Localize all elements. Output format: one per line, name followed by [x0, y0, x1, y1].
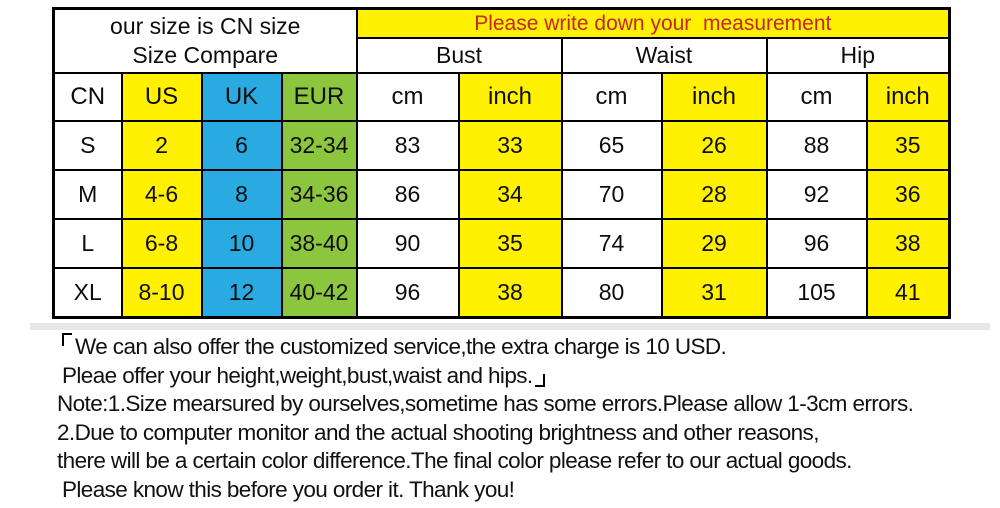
cell-us: 6-8: [122, 219, 202, 268]
cell-bust-inch: 34: [459, 170, 562, 219]
cell-eur: 38-40: [282, 219, 357, 268]
unit-header-waist-cm: cm: [562, 73, 662, 121]
column-header-uk: UK: [202, 73, 282, 121]
cell-waist-inch: 28: [662, 170, 767, 219]
cell-eur: 34-36: [282, 170, 357, 219]
note-text: Pleae offer your height,weight,bust,waist and hips.: [62, 362, 533, 388]
column-header-us: US: [122, 73, 202, 121]
size-label: L: [54, 219, 122, 268]
cell-waist-inch: 26: [662, 121, 767, 170]
corner-title-line2: Size Compare: [132, 42, 279, 68]
cell-waist-cm: 70: [562, 170, 662, 219]
size-label: XL: [54, 268, 122, 318]
cell-eur: 32-34: [282, 121, 357, 170]
note-text: Please know this before you order it. Thank you!: [62, 476, 515, 502]
corner-bracket-close-icon: [535, 374, 545, 387]
cell-us: 8-10: [122, 268, 202, 318]
note-text: 2.Due to computer monitor and the actual shooting brightness and other reasons,: [57, 419, 819, 445]
cell-us: 2: [122, 121, 202, 170]
divider: [30, 323, 990, 330]
size-table-container: [52, 7, 951, 319]
group-header-hip: Hip: [767, 38, 950, 73]
cell-hip-cm: 92: [767, 170, 867, 219]
cell-waist-cm: 65: [562, 121, 662, 170]
cell-uk: 8: [202, 170, 282, 219]
note-line-2: [57, 362, 913, 391]
unit-header-hip-cm: cm: [767, 73, 867, 121]
cell-hip-inch: 41: [867, 268, 950, 318]
note-text: there will be a certain color difference.The final color please refer to our actual goods.: [57, 448, 852, 474]
cell-bust-cm: 96: [357, 268, 459, 318]
note-line-3: [57, 390, 913, 419]
cell-us: 4-6: [122, 170, 202, 219]
cell-hip-inch: 36: [867, 170, 950, 219]
note-line-1: [57, 333, 913, 362]
unit-header-bust-inch: inch: [459, 73, 562, 121]
cell-uk: 10: [202, 219, 282, 268]
cell-waist-cm: 74: [562, 219, 662, 268]
cell-hip-cm: 96: [767, 219, 867, 268]
note-text: We can also offer the customized service,the extra charge is 10 USD.: [75, 334, 727, 359]
table-row-s: [54, 121, 950, 170]
column-header-cn: CN: [54, 73, 122, 121]
corner-title-line1: our size is CN size: [110, 13, 301, 39]
size-label: M: [54, 170, 122, 219]
cell-hip-inch: 35: [867, 121, 950, 170]
note-line-5: [57, 447, 913, 476]
cell-eur: 40-42: [282, 268, 357, 318]
cell-waist-cm: 80: [562, 268, 662, 318]
note-text: Note:1.Size mearsured by ourselves,sometime has some errors.Please allow 1-3cm errors.: [57, 391, 914, 417]
cell-bust-inch: 38: [459, 268, 562, 318]
size-label: S: [54, 121, 122, 170]
group-header-waist: Waist: [562, 38, 767, 73]
corner-title-cell: [54, 9, 357, 74]
unit-header-bust-cm: cm: [357, 73, 459, 121]
note-line-4: [57, 419, 913, 448]
table-row-l: [54, 219, 950, 268]
table-row-xl: [54, 268, 950, 318]
cell-bust-cm: 90: [357, 219, 459, 268]
unit-header-hip-inch: inch: [867, 73, 950, 121]
cell-hip-cm: 105: [767, 268, 867, 318]
cell-uk: 6: [202, 121, 282, 170]
cell-hip-inch: 38: [867, 219, 950, 268]
notes-section: [57, 333, 913, 505]
unit-header-waist-inch: inch: [662, 73, 767, 121]
table-row-m: [54, 170, 950, 219]
column-header-eur: EUR: [282, 73, 357, 121]
cell-bust-cm: 83: [357, 121, 459, 170]
cell-bust-inch: 35: [459, 219, 562, 268]
cell-hip-cm: 88: [767, 121, 867, 170]
cell-uk: 12: [202, 268, 282, 318]
corner-bracket-open-icon: [62, 333, 72, 346]
cell-bust-inch: 33: [459, 121, 562, 170]
note-line-6: [57, 476, 913, 505]
cell-waist-inch: 31: [662, 268, 767, 318]
cell-waist-inch: 29: [662, 219, 767, 268]
cell-bust-cm: 86: [357, 170, 459, 219]
measurement-banner: Please write down your measurement: [357, 9, 950, 39]
size-table: [52, 7, 951, 319]
group-header-bust: Bust: [357, 38, 562, 73]
